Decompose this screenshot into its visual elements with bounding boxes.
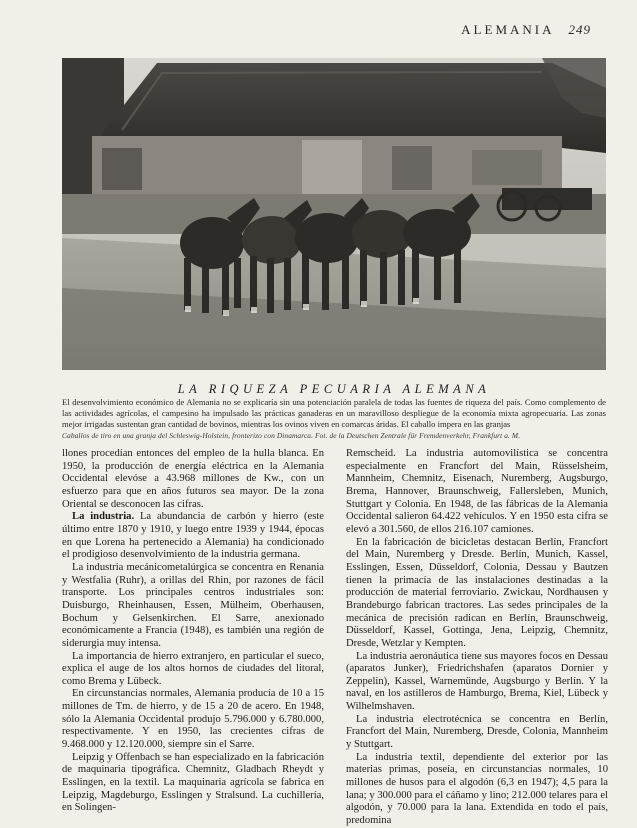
section-title: ALEMANIA [461,22,555,37]
paragraph: Remscheid. La industria automovilística se concentra especialmente en Francfort del Main, Rüsselsheim, Mannheim, Chemnitz, Eisenach, Nuremberg, Augsburgo, Brema, Hannover, Braunschweig, Fallersleben, Munich, Stuttgart y Colonia. En 1948, de las fábricas de la Alemania Occidental salieron 64.422 vehículos. Y en 1950 esta cifra se elevó a 301.560, de ellos 216.107 camiones. [346,448,608,535]
photo-caption-credit: Caballos de tiro en una granja del Schleswig-Holstein, fronterizo con Dinamarca. Fot. de la Deutschen Zentrale für Fremdenverkehr, Frankfurt a. M. [62,431,521,440]
left-column [62,448,324,815]
paragraph: La industria mecánicometalúrgica se concentra en Renania y Westfalia (Ruhr), a orillas del Rhin, por razones de fácil transporte. Los principales centros industriales son: Duisburgo, Rheinhausen, Essen, Mülheim, Oberhausen, Bochum y Gelsenkirchen. El Sarre, anexionado económicamente a Francia (1948), es también una región de siderurgia muy intensa. [62,561,324,649]
right-column [346,448,608,828]
section-heading: La industria. [72,511,135,523]
paragraph: En circunstancias normales, Alemania producía de 10 a 15 millones de Tm. de hierro, y de 15 a 20 de acero. En 1948, sólo la Alemania Occidental produjo 5.796.000 y 6.780.000, respectivamente. Y en 1950, las crecientes cifras de 9.468.000 y 12.120.000, siempre sin el Sarre. [62,688,324,751]
paragraph: La industria electrotécnica se concentra en Berlín, Francfort del Main, Nuremberg, Dresde, Colonia, Mannheim y Stuttgart. [346,713,608,751]
photo-caption-title: LA RIQUEZA PECUARIA ALEMANA [177,382,491,396]
paragraph: Leipzig y Offenbach se han especializado en la fabricación de maquinaria tipográfica. Chemnitz, Gladbach Rheydt y Esslingen, en la textil. La maquinaria agrícola se fabrica en Leipzig, Magdeburgo, Esslingen y Stralsund. La cuchillería, en Solingen- [62,751,324,814]
paragraph: La industria textil, dependiente del exterior por las materias primas, poseía, en circunstancias normales, 10 millones de husos para el algodón (6,3 en 1947); 4,5 para la lana; y 300.000 para el cáñamo y lino; 212.000 telares para el algodón, y 70.000 para la lana. Extendida en todo el país, predomina [346,751,608,827]
paragraph: La importancia de hierro extranjero, en particular el sueco, explica el auge de los altos hornos de ciudades del litoral, como Brema y Lübeck. [62,650,324,687]
paragraph: llones procedían entonces del empleo de la hulla blanca. En 1950, la producción de energía eléctrica en la Alemania Occidental elevóse a 43.968 millones de Kw., con un esfuerzo para que en años futuros sea mayor. De la zona Oriental se desconocen las cifras. [62,448,324,510]
photo-caption-text: El desenvolvimiento económico de Alemania no se explicaría sin una potenciación paralela de todas las fuentes de riqueza del país. Como complemento de las actividades agrícolas, el campesino ha impulsado las prácticas ganaderas en un maravilloso despliegue de la economía mixta agropecuaria. Las zonas mejor irrigadas sustentan gran cantidad de bovinos, mientras los ovinos viven en comarcas áridas. El caballo impera en las granjas [62,397,606,429]
paragraph-text: La abundancia de carbón y hierro (este último entre 1870 y 1910, y luego entre 1939 y 1944, épocas en que Lorena ha pertenecido a Alemania) ha condicionado el prodigioso desenvolvimiento de la industria germana. [62,511,324,561]
paragraph [62,511,324,562]
farm-photo [62,58,606,370]
page-number: 249 [568,22,591,37]
paragraph: La industria aeronáutica tiene sus mayores focos en Dessau (aparatos Junker), Friedrichshafen (aparatos Dornier y Zeppelin), Kassel, Warnemünde, Augsburgo y Berlín. Y la naval, en los astilleros de Hamburgo, Brema, Kiel, Lübeck y Wilhelmshaven. [346,650,608,713]
running-head [461,22,591,38]
paragraph: En la fabricación de bicicletas destacan Berlín, Francfort del Main, Nuremberg y Dresde. Berlín, Munich, Kassel, Esslingen, Essen, Düsseldorf, Colonia, Dessau y Bautzen tienen la primacía de las instalaciones destinadas a la producción de material ferroviario. Zwickau, Nordhausen y Brandeburgo fabrican tractores. Las sedes principales de la mecánica de precisión radican en Berlín, Braunschweig, Düsseldorf, Kassel, Gottinga, Jena, Leipzig, Chemnitz, Dresde, Wetzlar y Kempten. [346,536,608,649]
horses-farm-photo [62,58,606,370]
